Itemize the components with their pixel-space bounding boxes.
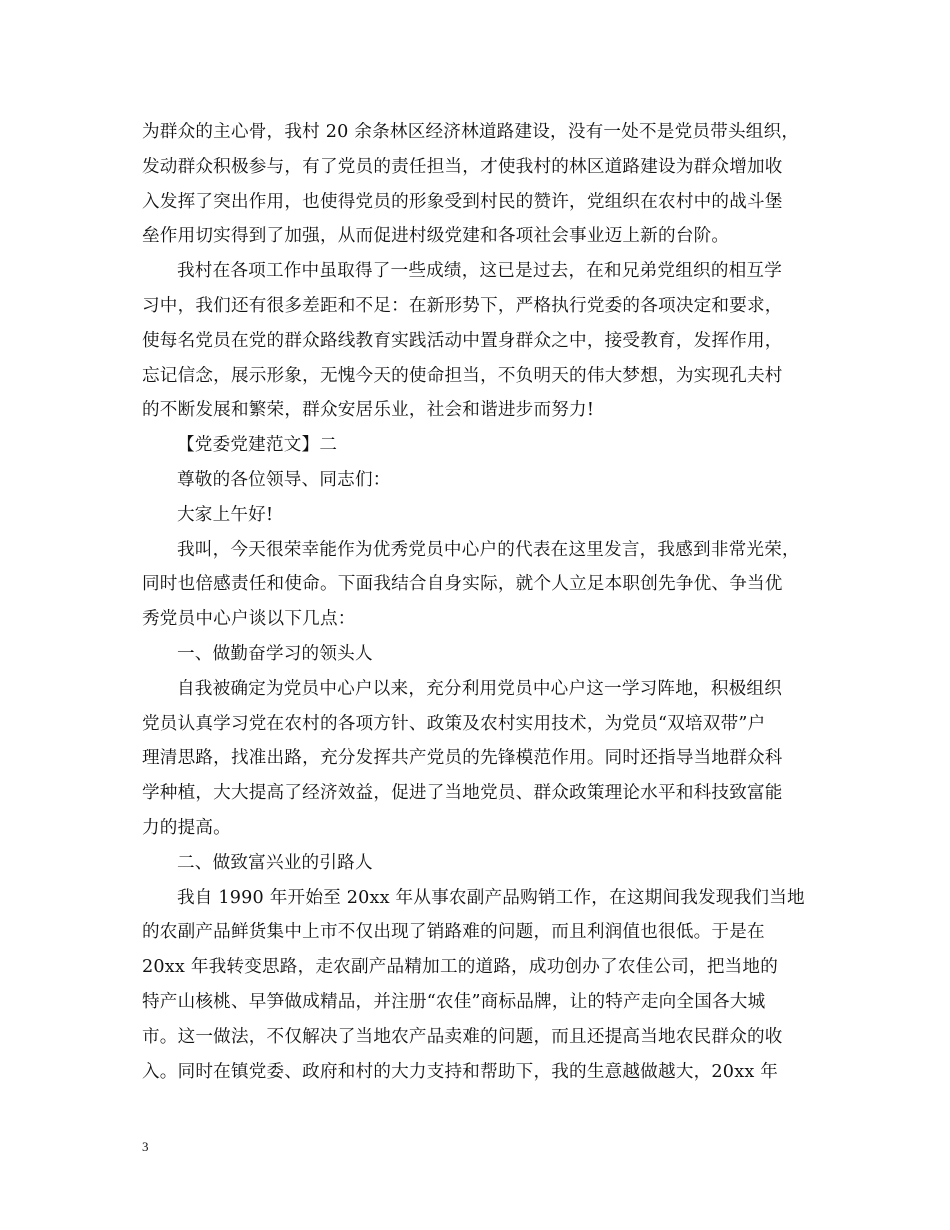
text-line: 我叫，今天很荣幸能作为优秀党员中心户的代表在这里发言，我感到非常光荣， [177, 539, 800, 560]
text-line: 垒作用切实得到了加强，从而促进村级党建和各项社会事业迈上新的台阶。 [142, 226, 730, 247]
page-number: 3 [142, 1139, 149, 1154]
text-line: 秀党员中心户谈以下几点： [142, 609, 356, 630]
text-line: 使每名党员在党的群众路线教育实践活动中置身群众之中，接受教育，发挥作用， [142, 330, 783, 351]
text-line: 特产山核桃、早笋做成精品，并注册“农佳”商标品牌，让的特产走向全国各大城 [142, 991, 766, 1012]
text-line: 尊敬的各位领导、同志们： [177, 469, 391, 490]
text-line: 的农副产品鲜货集中上市不仅出现了销路难的问题，而且利润值也很低。于是在 [142, 922, 765, 943]
text-line: 力的提高。 [142, 817, 231, 838]
text-line: 学种植，大大提高了经济效益，促进了当地党员、群众政策理论水平和科技致富能 [142, 783, 783, 804]
text-line: 二、做致富兴业的引路人 [177, 852, 373, 873]
text-line: 大家上午好! [177, 504, 274, 525]
text-line: 我村在各项工作中虽取得了一些成绩，这已是过去，在和兄弟党组织的相互学 [177, 261, 782, 282]
text-line: 入发挥了突出作用，也使得党员的形象受到村民的赞许，党组织在农村中的战斗堡 [142, 191, 783, 212]
text-line: 我自 1990 年开始至 20xx 年从事农副产品购销工作，在这期间我发现我们当地 [177, 887, 805, 908]
text-line: 理清思路，找准出路，充分发挥共产党员的先锋模范作用。同时还指导当地群众科 [142, 748, 783, 769]
text-line: 一、做勤奋学习的领头人 [177, 643, 373, 664]
text-line: 习中，我们还有很多差距和不足：在新形势下，严格执行党委的各项决定和要求， [142, 295, 783, 316]
text-line: 同时也倍感责任和使命。下面我结合自身实际，就个人立足本职创先争优、争当优 [142, 574, 783, 595]
text-line: 党员认真学习党在农村的各项方针、政策及农村实用技术，为党员“双培双带”户 [142, 713, 766, 734]
text-line: 市。这一做法，不仅解决了当地农产品卖难的问题，而且还提高当地农民群众的收 [142, 1026, 783, 1047]
text-line: 20xx 年我转变思路，走农副产品精加工的道路，成功创办了农佳公司，把当地的 [142, 957, 779, 978]
text-line: 发动群众积极参与，有了党员的责任担当，才使我村的林区道路建设为群众增加收 [142, 156, 783, 177]
text-line: 【党委党建范文】二 [177, 435, 338, 456]
document-body [142, 115, 832, 1089]
text-line: 自我被确定为党员中心户以来，充分利用党员中心户这一学习阵地，积极组织 [177, 678, 782, 699]
text-line: 的不断发展和繁荣，群众安居乐业，社会和谐进步而努力! [142, 400, 595, 421]
text-line: 为群众的主心骨，我村 20 余条林区经济林道路建设，没有一处不是党员带头组织， [142, 122, 800, 142]
text-line: 忘记信念，展示形象，无愧今天的使命担当，不负明天的伟大梦想，为实现孔夫村 [142, 365, 783, 386]
text-line: 入。同时在镇党委、政府和村的大力支持和帮助下，我的生意越做越大，20xx 年 [142, 1061, 779, 1082]
